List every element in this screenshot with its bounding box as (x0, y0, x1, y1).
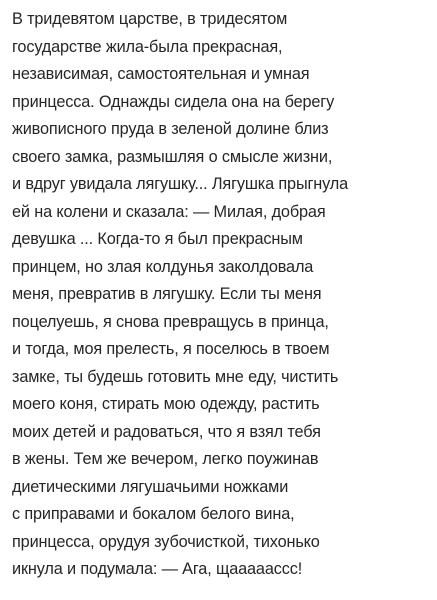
story-line: принцем, но злая колдунья заколдовала (12, 257, 314, 276)
story-line: независимая, самостоятельная и умная (12, 65, 310, 83)
story-line: живописного пруда в зеленой долине близ (12, 120, 329, 138)
story-line: и тогда, моя прелесть, я поселюсь в твоем (12, 340, 330, 358)
story-line: в жены. Тем же вечером, легко поужинав (12, 450, 319, 468)
story-line: с приправами и бокалом белого вина, (12, 505, 295, 523)
story-line: В тридевятом царстве, в тридесятом (12, 10, 288, 28)
story-line: поцелуешь, я снова превращусь в принца, (12, 312, 329, 331)
story-line: диетическими лягушачьими ножками (12, 477, 289, 496)
story-line: государстве жила-была прекрасная, (12, 37, 283, 56)
story-line: замке, ты будешь готовить мне еду, чистить (12, 367, 339, 386)
story-line: и вдруг увидала лягушку... Лягушка прыгнула (12, 175, 349, 193)
story-line: меня, превратив в лягушку. Если ты меня (12, 285, 322, 303)
story-line: ей на колени и сказала: — Милая, добрая (12, 202, 326, 221)
story-text (12, 6, 427, 584)
story-line: икнула и подумала: — Ага, щаааааccc! (12, 560, 303, 578)
story-line: девушка ... Когда-то я был прекрасным (12, 230, 303, 248)
story-line: моего коня, стирать мою одежду, растить (12, 395, 320, 413)
story-line: принцесса, орудуя зубочисткой, тихонько (12, 532, 320, 551)
story-line: принцесса. Однажды сидела она на берегу (12, 92, 335, 111)
story-line: своего замка, размышляя о смысле жизни, (12, 147, 333, 166)
story-line: моих детей и радоваться, что я взял тебя (12, 422, 321, 441)
